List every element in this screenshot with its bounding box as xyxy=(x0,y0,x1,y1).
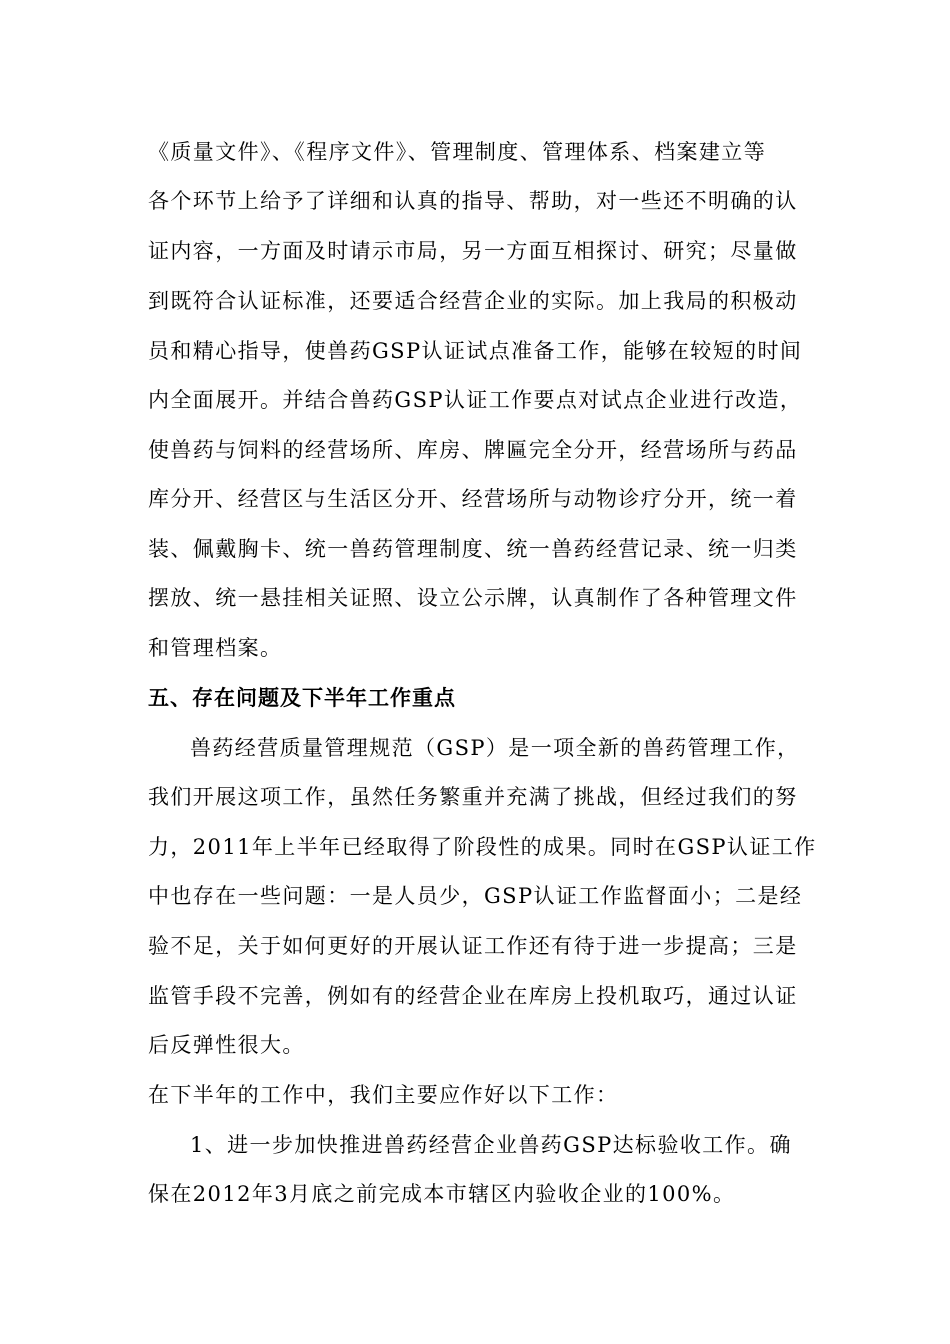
section-heading: 五、存在问题及下半年工作重点 xyxy=(148,686,456,710)
list-item-text-line: 保在2012年3月底之前完成本市辖区内验收企业的100%。 xyxy=(148,1182,736,1206)
body-text-line: 员和精心指导，使兽药GSP认证试点准备工作，能够在较短的时间 xyxy=(148,339,803,363)
body-text-line: 和管理档案。 xyxy=(148,636,283,660)
body-text-line: 在下半年的工作中，我们主要应作好以下工作： xyxy=(148,1083,619,1107)
body-text-line: 到既符合认证标准，还要适合经营企业的实际。加上我局的积极动 xyxy=(148,289,798,313)
body-text-line: 《质量文件》、《程序文件》、管理制度、管理体系、档案建立等 xyxy=(148,140,767,164)
list-item-text-line: 1、进一步加快推进兽药经营企业兽药GSP达标验收工作。确 xyxy=(190,1133,792,1157)
body-text-line: 中也存在一些问题：一是人员少，GSP认证工作监督面小；二是经 xyxy=(148,884,803,908)
body-text-line: 内全面展开。并结合兽药GSP认证工作要点对试点企业进行改造， xyxy=(148,388,803,412)
body-text-line: 证内容，一方面及时请示市局，另一方面互相探讨、研究；尽量做 xyxy=(148,239,798,263)
body-text-line: 库分开、经营区与生活区分开、经营场所与动物诊疗分开，统一着 xyxy=(148,487,798,511)
body-text-line: 后反弹性很大。 xyxy=(148,1033,305,1057)
body-text-line: 力，2011年上半年已经取得了阶段性的成果。同时在GSP认证工作 xyxy=(148,835,817,859)
body-text-line: 各个环节上给予了详细和认真的指导、帮助，对一些还不明确的认 xyxy=(148,189,798,213)
body-text-line: 装、佩戴胸卡、统一兽药管理制度、统一兽药经营记录、统一归类 xyxy=(148,537,798,561)
body-text-line: 使兽药与饲料的经营场所、库房、牌匾完全分开，经营场所与药品 xyxy=(148,438,798,462)
body-text-line: 验不足，关于如何更好的开展认证工作还有待于进一步提高；三是 xyxy=(148,934,798,958)
body-text-line: 兽药经营质量管理规范（GSP）是一项全新的兽药管理工作， xyxy=(190,736,800,760)
body-text-line: 摆放、统一悬挂相关证照、设立公示牌，认真制作了各种管理文件 xyxy=(148,586,798,610)
body-text-line: 监管手段不完善，例如有的经营企业在库房上投机取巧，通过认证 xyxy=(148,984,798,1008)
body-text-line: 我们开展这项工作，虽然任务繁重并充满了挑战，但经过我们的努 xyxy=(148,785,798,809)
